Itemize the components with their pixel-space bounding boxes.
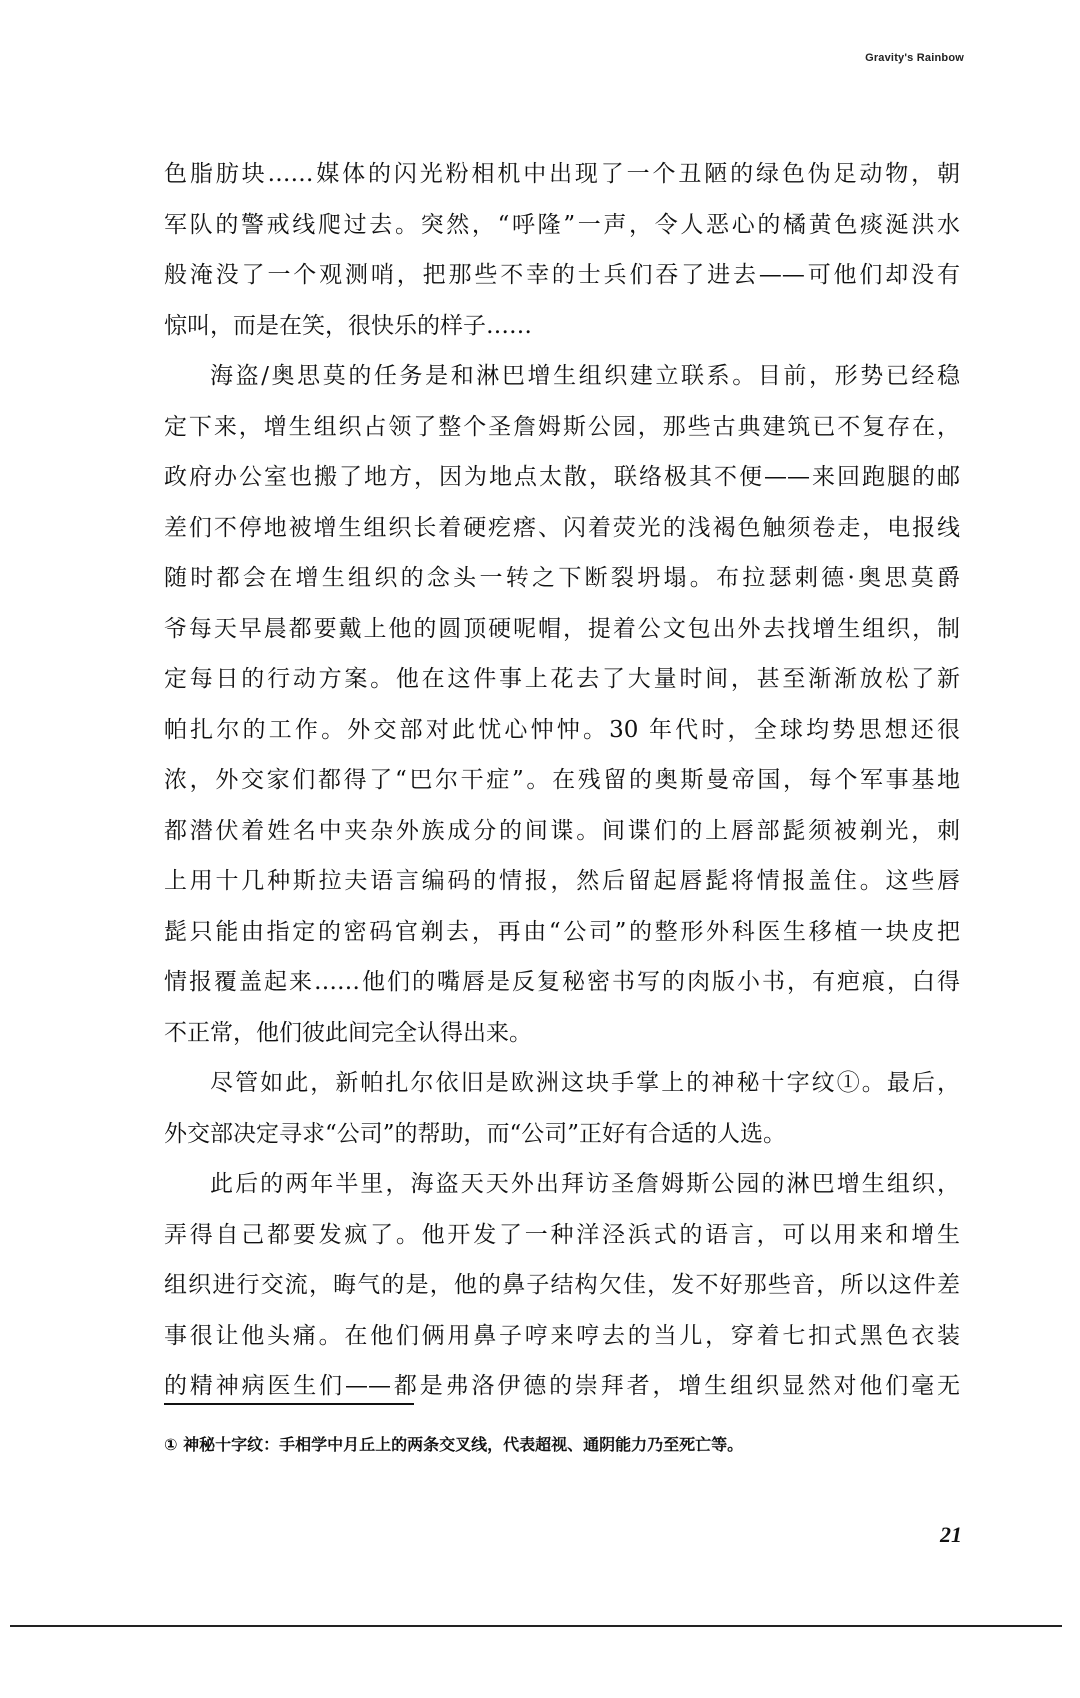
text-line: 差们不停地被增生组织长着硬疙瘩、闪着荧光的浅褐色触须卷走，电报线 (164, 514, 960, 541)
text-line: 情报覆盖起来……他们的嘴唇是反复秘密书写的肉版小书，有疤痕，白得 (164, 969, 960, 995)
footnote-divider (164, 1403, 414, 1405)
running-head: Gravity's Rainbow (865, 52, 964, 64)
body-text (164, 149, 960, 1412)
text-line: 定每日的行动方案。他在这件事上花去了大量时间，甚至渐渐放松了新 (164, 666, 960, 692)
bottom-divider (10, 1625, 1062, 1627)
text-line: 军队的警戒线爬过去。突然，“呼隆”一声，令人恶心的橘黄色痰涎洪水 (164, 211, 960, 238)
text-line: 不正常，他们彼此间完全认得出来。 (164, 1019, 532, 1046)
text-line: 政府办公室也搬了地方，因为地点太散，联络极其不便——来回跑腿的邮 (164, 464, 960, 490)
text-line: 随时都会在增生组织的念头一转之下断裂坍塌。布拉瑟剌德·奥思莫爵 (164, 565, 960, 591)
text-line: 尽管如此，新帕扎尔依旧是欧洲这块手掌上的神秘十字纹①。最后， (210, 1070, 960, 1096)
text-line: 色脂肪块……媒体的闪光粉相机中出现了一个丑陋的绿色伪足动物，朝 (164, 161, 960, 187)
text-line: 爷每天早晨都要戴上他的圆顶硬呢帽，提着公文包出外去找增生组织，制 (164, 615, 960, 642)
text-line: 髭只能由指定的密码官剃去，再由“公司”的整形外科医生移植一块皮把 (164, 918, 960, 945)
page-number: 21 (940, 1522, 962, 1547)
text-line: 惊叫，而是在笑，很快乐的样子…… (164, 312, 532, 339)
text-line: 此后的两年半里，海盗天天外出拜访圣詹姆斯公园的淋巴增生组织， (210, 1171, 960, 1197)
text-line: 都潜伏着姓名中夹杂外族成分的间谍。间谍们的上唇部髭须被剃光，刺 (164, 817, 960, 844)
text-line: 事很让他头痛。在他们俩用鼻子哼来哼去的当儿，穿着七扣式黑色衣装 (164, 1322, 960, 1349)
footnote: ① 神秘十字纹：手相学中月丘上的两条交叉线，代表超视、通阴能力乃至死亡等。 (164, 1435, 744, 1454)
text-line: 帕扎尔的工作。外交部对此忧心忡忡。30 年代时，全球均势思想还很 (164, 716, 960, 743)
text-line: 海盗/奥思莫的任务是和淋巴增生组织建立联系。目前，形势已经稳 (210, 363, 960, 389)
text-line: 组织进行交流，晦气的是，他的鼻子结构欠佳，发不好那些音，所以这件差 (164, 1272, 960, 1298)
text-line: 般淹没了一个观测哨，把那些不幸的士兵们吞了进去——可他们却没有 (164, 262, 960, 288)
text-line: 外交部决定寻求“公司”的帮助，而“公司”正好有合适的人选。 (164, 1120, 787, 1147)
text-line: 浓，外交家们都得了“巴尔干症”。在残留的奥斯曼帝国，每个军事基地 (164, 767, 960, 793)
text-line: 定下来，增生组织占领了整个圣詹姆斯公园，那些古典建筑已不复存在， (164, 413, 960, 440)
text-line: 弄得自己都要发疯了。他开发了一种洋泾浜式的语言，可以用来和增生 (164, 1221, 960, 1248)
text-line: 上用十几种斯拉夫语言编码的情报，然后留起唇髭将情报盖住。这些唇 (164, 868, 960, 894)
text-line: 的精神病医生们——都是弗洛伊德的崇拜者，增生组织显然对他们毫无 (164, 1373, 960, 1399)
